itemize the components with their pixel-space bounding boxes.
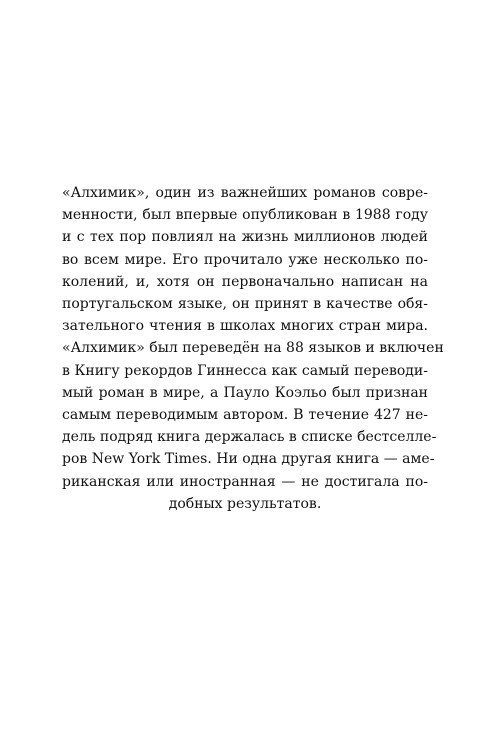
paragraph-line: самым переводимым автором. В течение 427 не- — [62, 407, 428, 424]
paragraph-line: «Алхимик», один из важнейших романов совре- — [62, 185, 428, 201]
paragraph-line: менности, был впервые опубликован в 1988 году — [62, 207, 428, 224]
paragraph-line: колений, и, хотя он первоначально написан на — [62, 273, 428, 290]
paragraph-line: в Книгу рекордов Гиннесса как самый переводи- — [62, 362, 428, 379]
paragraph-line: зательного чтения в школах многих стран мира. — [62, 318, 428, 335]
paragraph-line: дель подряд книга держалась в списке бестселле- — [62, 429, 437, 446]
paragraph-line: мый роман в мире, а Пауло Коэльо был признан — [62, 384, 428, 401]
body-paragraph — [62, 182, 444, 515]
paragraph-line: и с тех пор повлиял на жизнь миллионов людей — [62, 229, 428, 246]
paragraph-line: португальском языке, он принят в качестве обя- — [62, 296, 428, 313]
paragraph-line: во всем мире. Его прочитало уже несколько по- — [62, 251, 428, 268]
paragraph-last-line: добных результатов. — [168, 495, 322, 512]
paragraph-line: риканская или иностранная — не достигала по- — [62, 473, 428, 490]
paragraph-line: ров New York Times. Ни одна другая книга — аме- — [62, 451, 435, 468]
paragraph-line: «Алхимик» был переведён на 88 языков и включен — [62, 340, 444, 357]
